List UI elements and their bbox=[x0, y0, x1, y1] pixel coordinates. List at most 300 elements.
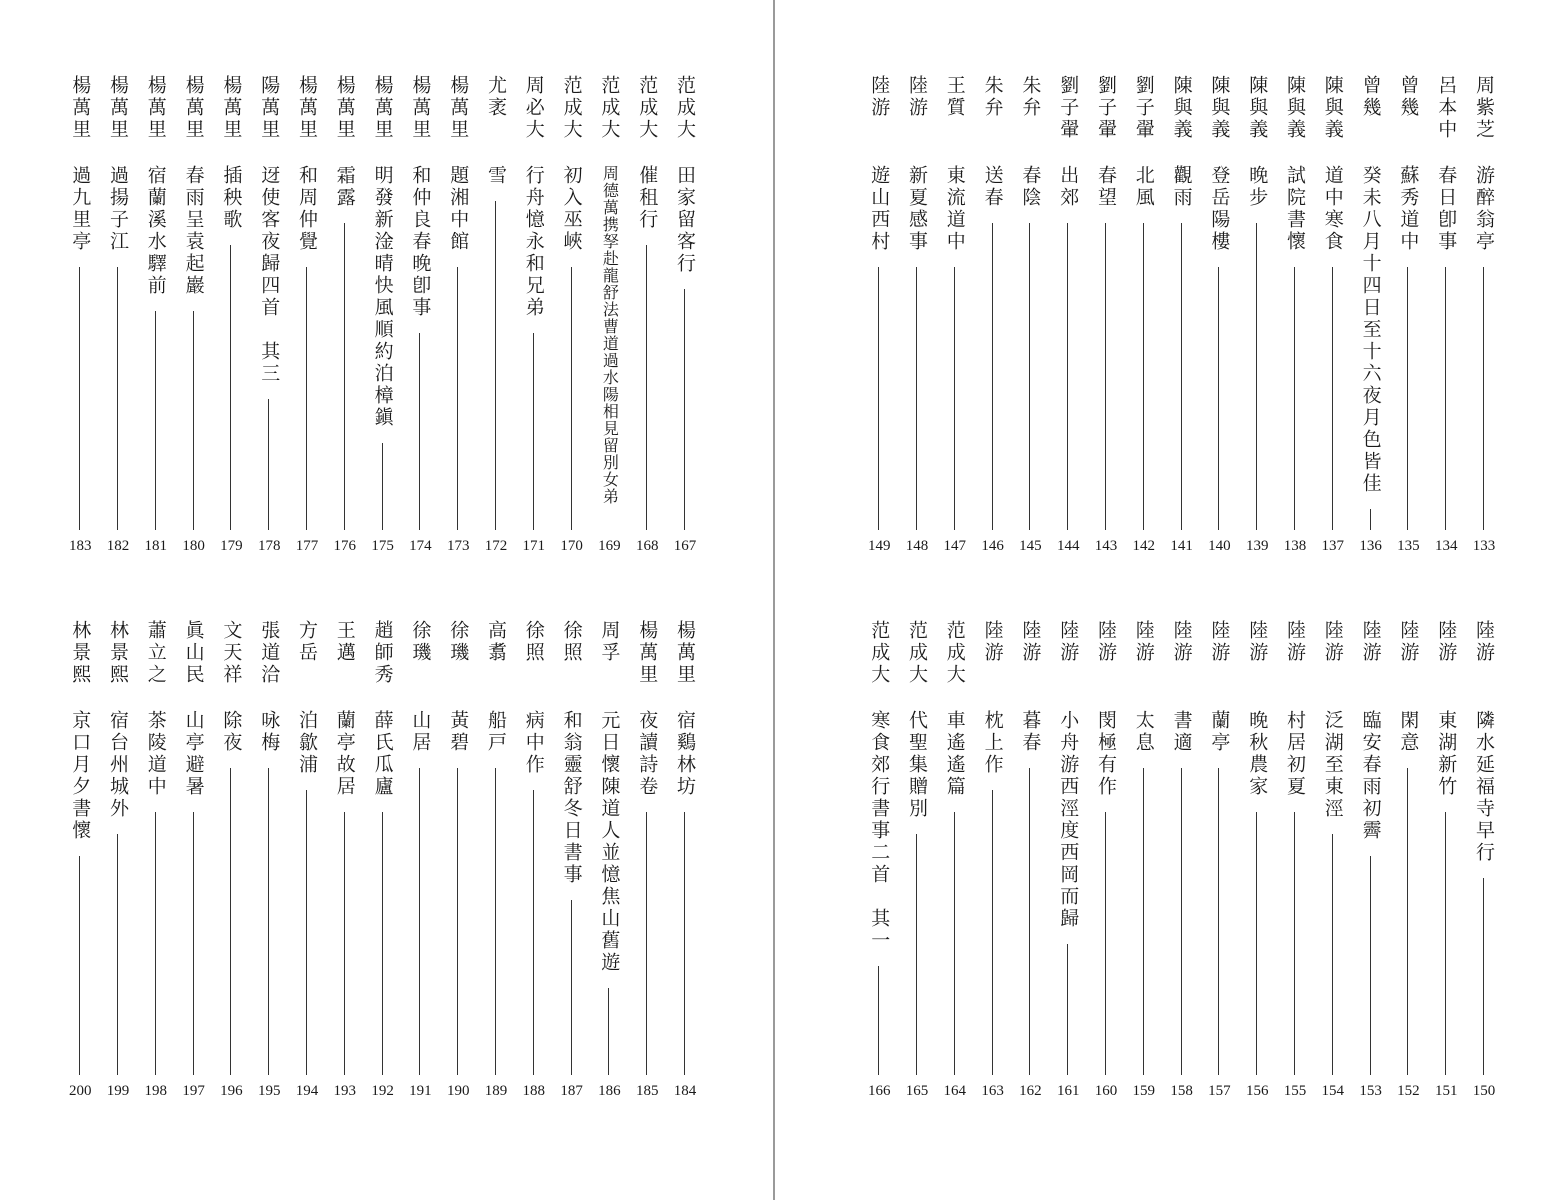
toc-page-number: 151 bbox=[1434, 1083, 1458, 1099]
toc-author: 楊萬里 bbox=[144, 75, 167, 141]
leader-line bbox=[1332, 267, 1333, 530]
toc-author: 范成大 bbox=[868, 620, 891, 686]
leader-line bbox=[457, 768, 458, 1075]
toc-author: 劉子翬 bbox=[1095, 75, 1117, 141]
toc-entry[interactable] bbox=[628, 75, 666, 565]
toc-author: 楊萬里 bbox=[296, 75, 318, 141]
toc-entry[interactable] bbox=[401, 620, 439, 1110]
toc-page-number: 177 bbox=[295, 538, 319, 554]
toc-author: 陸游 bbox=[1359, 620, 1382, 664]
toc-page-number: 183 bbox=[68, 538, 92, 554]
toc-page-number: 174 bbox=[409, 538, 432, 554]
toc-entry[interactable] bbox=[1352, 75, 1390, 565]
toc-entry[interactable] bbox=[1238, 75, 1276, 565]
toc-author: 陸游 bbox=[1246, 620, 1269, 664]
toc-author: 楊萬里 bbox=[409, 75, 432, 141]
toc-entry[interactable] bbox=[326, 620, 364, 1110]
leader-line bbox=[344, 812, 345, 1075]
toc-title: 薛氏瓜廬 bbox=[371, 710, 394, 798]
toc-title: 游醉翁亭 bbox=[1473, 165, 1495, 253]
leader-line bbox=[916, 267, 917, 530]
toc-page-number: 159 bbox=[1132, 1083, 1156, 1099]
toc-page-number: 160 bbox=[1094, 1083, 1118, 1099]
toc-entry[interactable] bbox=[1314, 620, 1352, 1110]
toc-entry[interactable] bbox=[1049, 620, 1087, 1110]
toc-page-number: 140 bbox=[1208, 538, 1231, 554]
leader-line bbox=[155, 812, 156, 1075]
toc-author: 陸游 bbox=[981, 620, 1004, 664]
toc-title: 泊歙浦 bbox=[296, 710, 318, 776]
toc-author: 方岳 bbox=[296, 620, 318, 664]
leader-line bbox=[1256, 223, 1257, 530]
toc-title: 閔極有作 bbox=[1095, 710, 1117, 798]
toc-author: 陸游 bbox=[906, 75, 928, 119]
toc-page-number: 170 bbox=[560, 538, 583, 554]
toc-author: 周紫芝 bbox=[1473, 75, 1495, 141]
toc-page-number: 134 bbox=[1434, 538, 1458, 554]
toc-page-number: 135 bbox=[1397, 538, 1420, 554]
toc-author: 陸游 bbox=[1473, 620, 1495, 664]
toc-page-number: 186 bbox=[598, 1083, 621, 1099]
toc-entry[interactable] bbox=[477, 620, 515, 1110]
leader-line bbox=[79, 267, 80, 530]
leader-line bbox=[457, 267, 458, 530]
toc-page-number: 193 bbox=[333, 1083, 357, 1099]
leader-line bbox=[495, 201, 496, 530]
toc-entry[interactable] bbox=[666, 620, 704, 1110]
leader-line bbox=[684, 812, 685, 1075]
toc-author: 楊萬里 bbox=[371, 75, 394, 141]
toc-entry[interactable] bbox=[1200, 620, 1238, 1110]
toc-page-number: 156 bbox=[1245, 1083, 1269, 1099]
toc-page-number: 155 bbox=[1283, 1083, 1307, 1099]
toc-title: 和周仲覺 bbox=[296, 165, 318, 253]
toc-author: 陸游 bbox=[1208, 620, 1231, 664]
leader-line bbox=[684, 289, 685, 530]
toc-title: 村居初夏 bbox=[1284, 710, 1306, 798]
toc-title: 書適 bbox=[1170, 710, 1193, 754]
toc-entry[interactable] bbox=[364, 75, 402, 565]
toc-author: 徐璣 bbox=[409, 620, 432, 664]
toc-page-number: 175 bbox=[371, 538, 394, 554]
toc-entry[interactable] bbox=[137, 75, 175, 565]
toc-page-number: 172 bbox=[484, 538, 508, 554]
leader-line bbox=[1332, 834, 1333, 1075]
toc-title: 明發新淦晴快風順約泊樟鎭 bbox=[371, 165, 394, 429]
toc-title: 觀雨 bbox=[1170, 165, 1193, 209]
toc-page-number: 144 bbox=[1056, 538, 1080, 554]
toc-author: 曾幾 bbox=[1397, 75, 1420, 119]
toc-page-number: 143 bbox=[1094, 538, 1118, 554]
toc-entry[interactable] bbox=[1163, 620, 1201, 1110]
toc-page-number: 197 bbox=[182, 1083, 205, 1099]
toc-entry[interactable] bbox=[590, 620, 628, 1110]
toc-page-number: 189 bbox=[484, 1083, 508, 1099]
leader-line bbox=[1445, 812, 1446, 1075]
leader-line bbox=[1483, 267, 1484, 530]
toc-title: 春望 bbox=[1095, 165, 1117, 209]
toc-title: 田家留客行 bbox=[674, 165, 696, 275]
toc-page-number: 163 bbox=[981, 1083, 1004, 1099]
toc-entry[interactable] bbox=[898, 620, 936, 1110]
toc-author: 范成大 bbox=[560, 75, 583, 141]
toc-entry[interactable] bbox=[288, 620, 326, 1110]
toc-title: 春日卽事 bbox=[1435, 165, 1458, 253]
toc-author: 楊萬里 bbox=[333, 75, 356, 141]
toc-page-number: 162 bbox=[1019, 1083, 1042, 1099]
toc-entry[interactable] bbox=[1465, 620, 1503, 1110]
toc-author: 陳與義 bbox=[1208, 75, 1231, 141]
toc-title: 船戸 bbox=[485, 710, 507, 754]
toc-title: 蘇秀道中 bbox=[1397, 165, 1420, 253]
leader-line bbox=[1370, 509, 1371, 530]
leader-line bbox=[268, 399, 269, 530]
toc-author: 陸游 bbox=[1019, 620, 1042, 664]
toc-page-number: 185 bbox=[635, 1083, 659, 1099]
toc-title: 代聖集贈別 bbox=[906, 710, 928, 820]
toc-author: 范成大 bbox=[636, 75, 659, 141]
toc-page-number: 164 bbox=[943, 1083, 967, 1099]
leader-line bbox=[1105, 812, 1106, 1075]
toc-entry[interactable] bbox=[1125, 620, 1163, 1110]
leader-line bbox=[954, 267, 955, 530]
toc-page-number: 148 bbox=[905, 538, 929, 554]
toc-author: 文天祥 bbox=[220, 620, 243, 686]
toc-entry[interactable] bbox=[936, 75, 974, 565]
toc-page-number: 182 bbox=[106, 538, 130, 554]
toc-page-number: 179 bbox=[220, 538, 243, 554]
toc-page-number: 139 bbox=[1245, 538, 1269, 554]
toc-page-number: 152 bbox=[1397, 1083, 1420, 1099]
leader-line bbox=[382, 443, 383, 530]
toc-author: 陸游 bbox=[1321, 620, 1344, 664]
toc-author: 劉子翬 bbox=[1132, 75, 1155, 141]
toc-entry[interactable] bbox=[628, 620, 666, 1110]
toc-page-number: 199 bbox=[106, 1083, 130, 1099]
toc-title: 插秧歌 bbox=[220, 165, 243, 231]
toc-title: 送春 bbox=[981, 165, 1004, 209]
toc-author: 王邁 bbox=[333, 620, 356, 664]
toc-entry[interactable] bbox=[1087, 75, 1125, 565]
toc-page-number: 194 bbox=[295, 1083, 319, 1099]
toc-entry[interactable] bbox=[99, 620, 137, 1110]
toc-entry[interactable] bbox=[61, 620, 99, 1110]
toc-author: 范成大 bbox=[674, 75, 696, 141]
toc-page-number: 198 bbox=[144, 1083, 168, 1099]
toc-page-number: 188 bbox=[522, 1083, 546, 1099]
toc-entry[interactable] bbox=[212, 620, 250, 1110]
toc-author: 徐璣 bbox=[447, 620, 470, 664]
toc-entry[interactable] bbox=[974, 75, 1012, 565]
leader-line bbox=[992, 223, 993, 530]
toc-title: 小舟游西涇度西岡而歸 bbox=[1057, 710, 1080, 930]
toc-title: 除夜 bbox=[220, 710, 243, 754]
toc-author: 劉子翬 bbox=[1057, 75, 1080, 141]
toc-entry[interactable] bbox=[1087, 620, 1125, 1110]
toc-entry[interactable] bbox=[1049, 75, 1087, 565]
toc-entry[interactable] bbox=[860, 620, 898, 1110]
toc-title: 北風 bbox=[1132, 165, 1155, 209]
toc-page-number: 196 bbox=[220, 1083, 243, 1099]
toc-page-number: 146 bbox=[981, 538, 1004, 554]
toc-entry[interactable] bbox=[1200, 75, 1238, 565]
toc-author: 陸游 bbox=[1397, 620, 1420, 664]
toc-entry[interactable] bbox=[439, 620, 477, 1110]
leader-line bbox=[992, 790, 993, 1075]
toc-author: 陸游 bbox=[1057, 620, 1080, 664]
leader-line bbox=[117, 267, 118, 530]
toc-author: 陳與義 bbox=[1284, 75, 1306, 141]
leader-line bbox=[878, 966, 879, 1075]
toc-author: 陸游 bbox=[1284, 620, 1306, 664]
toc-title: 題湘中館 bbox=[447, 165, 470, 253]
toc-page-number: 142 bbox=[1132, 538, 1156, 554]
toc-title: 京口月夕書懷 bbox=[69, 710, 92, 842]
toc-title: 初入巫峽 bbox=[560, 165, 583, 253]
toc-page-number: 190 bbox=[446, 1083, 470, 1099]
leader-line bbox=[419, 768, 420, 1075]
toc-title: 過九里亭 bbox=[69, 165, 92, 253]
toc-author: 陸游 bbox=[868, 75, 891, 119]
toc-entry[interactable] bbox=[936, 620, 974, 1110]
toc-page-number: 171 bbox=[522, 538, 546, 554]
toc-title: 遊山西村 bbox=[868, 165, 891, 253]
toc-page-number: 136 bbox=[1359, 538, 1382, 554]
toc-title: 枕上作 bbox=[981, 710, 1004, 776]
leader-line bbox=[1294, 267, 1295, 530]
leader-line bbox=[306, 267, 307, 530]
toc-page-number: 184 bbox=[673, 1083, 697, 1099]
toc-title: 癸未八月十四日至十六夜月色皆佳 bbox=[1359, 165, 1382, 495]
toc-entry[interactable] bbox=[212, 75, 250, 565]
toc-author: 陽萬里 bbox=[258, 75, 281, 141]
toc-title: 暮春 bbox=[1019, 710, 1042, 754]
toc-entry[interactable] bbox=[1389, 620, 1427, 1110]
toc-author: 楊萬里 bbox=[69, 75, 92, 141]
toc-author: 楊萬里 bbox=[636, 620, 659, 686]
toc-page-number: 141 bbox=[1170, 538, 1193, 554]
toc-entry[interactable] bbox=[137, 620, 175, 1110]
toc-author: 楊萬里 bbox=[107, 75, 129, 141]
toc-page-number: 165 bbox=[905, 1083, 929, 1099]
right-page bbox=[775, 0, 1548, 1200]
leader-line bbox=[193, 812, 194, 1075]
toc-entry[interactable] bbox=[439, 75, 477, 565]
toc-author: 朱弁 bbox=[1019, 75, 1042, 119]
toc-entry[interactable] bbox=[401, 75, 439, 565]
toc-entry[interactable] bbox=[1427, 620, 1465, 1110]
toc-title: 寒食郊行書事二首 其一 bbox=[868, 710, 891, 952]
toc-page-number: 153 bbox=[1359, 1083, 1382, 1099]
toc-entry[interactable] bbox=[515, 620, 553, 1110]
toc-entry[interactable] bbox=[250, 75, 288, 565]
toc-entry[interactable] bbox=[974, 620, 1012, 1110]
toc-title: 出郊 bbox=[1057, 165, 1080, 209]
toc-title: 蘭亭 bbox=[1208, 710, 1231, 754]
toc-page-number: 154 bbox=[1321, 1083, 1345, 1099]
toc-entry[interactable] bbox=[898, 75, 936, 565]
toc-entry[interactable] bbox=[590, 75, 628, 565]
toc-title: 春陰 bbox=[1019, 165, 1042, 209]
toc-author: 林景熙 bbox=[107, 620, 129, 686]
toc-title: 閑意 bbox=[1397, 710, 1420, 754]
toc-title: 和翁靈舒冬日書事 bbox=[560, 710, 583, 886]
leader-line bbox=[117, 834, 118, 1075]
toc-page-number: 158 bbox=[1170, 1083, 1193, 1099]
toc-entry[interactable] bbox=[250, 620, 288, 1110]
toc-author: 陸游 bbox=[1132, 620, 1155, 664]
leader-line bbox=[533, 790, 534, 1075]
toc-title: 山居 bbox=[409, 710, 432, 754]
toc-entry[interactable] bbox=[326, 75, 364, 565]
toc-page-number: 147 bbox=[943, 538, 967, 554]
toc-author: 眞山民 bbox=[182, 620, 205, 686]
toc-title: 晚步 bbox=[1246, 165, 1269, 209]
toc-page-number: 180 bbox=[182, 538, 205, 554]
toc-title: 太息 bbox=[1132, 710, 1155, 754]
toc-author: 陳與義 bbox=[1170, 75, 1193, 141]
toc-title: 催租行 bbox=[636, 165, 659, 231]
toc-author: 范成大 bbox=[906, 620, 928, 686]
toc-page-number: 137 bbox=[1321, 538, 1345, 554]
toc-entry[interactable] bbox=[1163, 75, 1201, 565]
leader-line bbox=[193, 311, 194, 530]
toc-author: 周必大 bbox=[522, 75, 545, 141]
leader-line bbox=[79, 856, 80, 1075]
toc-page-number: 166 bbox=[867, 1083, 891, 1099]
leader-line bbox=[878, 267, 879, 530]
toc-title: 過揚子江 bbox=[107, 165, 129, 253]
toc-title: 東湖新竹 bbox=[1435, 710, 1458, 798]
toc-page-number: 173 bbox=[446, 538, 470, 554]
toc-author: 楊萬里 bbox=[674, 620, 696, 686]
toc-entry[interactable] bbox=[1427, 75, 1465, 565]
toc-title: 登岳陽樓 bbox=[1208, 165, 1231, 253]
toc-page-number: 168 bbox=[635, 538, 659, 554]
toc-title: 迓使客夜歸四首 其三 bbox=[258, 165, 281, 385]
leader-line bbox=[419, 333, 420, 530]
leader-line bbox=[1294, 812, 1295, 1075]
leader-line bbox=[1445, 267, 1446, 530]
toc-title: 山亭避暑 bbox=[182, 710, 205, 798]
toc-entry[interactable] bbox=[1465, 75, 1503, 565]
leader-line bbox=[268, 768, 269, 1075]
toc-entry[interactable] bbox=[1011, 620, 1049, 1110]
toc-author: 蕭立之 bbox=[144, 620, 167, 686]
toc-entry[interactable] bbox=[175, 620, 213, 1110]
leader-line bbox=[1029, 768, 1030, 1075]
toc-title: 東流道中 bbox=[943, 165, 966, 253]
toc-entry[interactable] bbox=[1125, 75, 1163, 565]
toc-entry[interactable] bbox=[860, 75, 898, 565]
toc-entry[interactable] bbox=[364, 620, 402, 1110]
leader-line bbox=[1218, 267, 1219, 530]
toc-page-number: 133 bbox=[1472, 538, 1496, 554]
toc-entry[interactable] bbox=[1276, 75, 1314, 565]
toc-page-number: 150 bbox=[1472, 1083, 1496, 1099]
toc-entry[interactable] bbox=[515, 75, 553, 565]
toc-title: 春雨呈袁起巖 bbox=[182, 165, 205, 297]
toc-title: 宿蘭溪水驛前 bbox=[144, 165, 167, 297]
leader-line bbox=[1256, 812, 1257, 1075]
leader-line bbox=[344, 223, 345, 530]
toc-entry[interactable] bbox=[1389, 75, 1427, 565]
toc-author: 張道洽 bbox=[258, 620, 281, 686]
toc-page-number: 161 bbox=[1056, 1083, 1080, 1099]
leader-line bbox=[1143, 223, 1144, 530]
toc-entry[interactable] bbox=[477, 75, 515, 565]
leader-line bbox=[1483, 878, 1484, 1075]
toc-title: 晚秋農家 bbox=[1246, 710, 1269, 798]
leader-line bbox=[1218, 768, 1219, 1075]
toc-entry[interactable] bbox=[99, 75, 137, 565]
leader-line bbox=[1105, 223, 1106, 530]
toc-entry[interactable] bbox=[1276, 620, 1314, 1110]
toc-page-number: 138 bbox=[1283, 538, 1307, 554]
toc-author: 周孚 bbox=[598, 620, 621, 664]
toc-entry[interactable] bbox=[61, 75, 99, 565]
toc-entry[interactable] bbox=[175, 75, 213, 565]
toc-title: 咏梅 bbox=[258, 710, 281, 754]
toc-page-number: 195 bbox=[257, 1083, 281, 1099]
toc-author: 朱弁 bbox=[981, 75, 1004, 119]
toc-title: 和仲良春晚卽事 bbox=[409, 165, 432, 319]
toc-page-number: 181 bbox=[144, 538, 168, 554]
toc-title: 病中作 bbox=[522, 710, 545, 776]
leader-line bbox=[916, 834, 917, 1075]
toc-title: 霜露 bbox=[333, 165, 356, 209]
toc-page-number: 192 bbox=[371, 1083, 394, 1099]
toc-title: 元日懷陳道人並憶焦山舊遊 bbox=[598, 710, 621, 974]
leader-line bbox=[954, 812, 955, 1075]
leader-line bbox=[382, 812, 383, 1075]
toc-page-number: 145 bbox=[1019, 538, 1042, 554]
toc-author: 楊萬里 bbox=[220, 75, 243, 141]
toc-entry[interactable] bbox=[1314, 75, 1352, 565]
toc-author: 王質 bbox=[943, 75, 966, 119]
toc-author: 范成大 bbox=[598, 75, 621, 141]
toc-entry[interactable] bbox=[553, 75, 591, 565]
toc-page-number: 187 bbox=[560, 1083, 583, 1099]
toc-page-number: 169 bbox=[598, 538, 621, 554]
toc-title: 宿台州城外 bbox=[107, 710, 129, 820]
leader-line bbox=[1181, 768, 1182, 1075]
leader-line bbox=[1407, 768, 1408, 1075]
toc-author: 陸游 bbox=[1435, 620, 1458, 664]
toc-entry[interactable] bbox=[288, 75, 326, 565]
leader-line bbox=[1370, 856, 1371, 1075]
toc-entry[interactable] bbox=[553, 620, 591, 1110]
leader-line bbox=[646, 812, 647, 1075]
toc-entry[interactable] bbox=[1352, 620, 1390, 1110]
toc-entry[interactable] bbox=[666, 75, 704, 565]
toc-author: 徐照 bbox=[522, 620, 545, 664]
toc-title: 臨安春雨初霽 bbox=[1359, 710, 1382, 842]
toc-title: 車遙遙篇 bbox=[943, 710, 966, 798]
toc-title: 夜讀詩卷 bbox=[636, 710, 659, 798]
toc-author: 徐照 bbox=[560, 620, 583, 664]
leader-line bbox=[1143, 768, 1144, 1075]
toc-entry[interactable] bbox=[1011, 75, 1049, 565]
toc-title: 行舟憶永和兄弟 bbox=[522, 165, 545, 319]
toc-page-number: 191 bbox=[409, 1083, 432, 1099]
toc-title: 雪 bbox=[485, 165, 507, 187]
leader-line bbox=[1067, 223, 1068, 530]
toc-page-number: 157 bbox=[1208, 1083, 1231, 1099]
toc-author: 陳與義 bbox=[1246, 75, 1269, 141]
toc-entry[interactable] bbox=[1238, 620, 1276, 1110]
toc-author: 陳與義 bbox=[1321, 75, 1344, 141]
